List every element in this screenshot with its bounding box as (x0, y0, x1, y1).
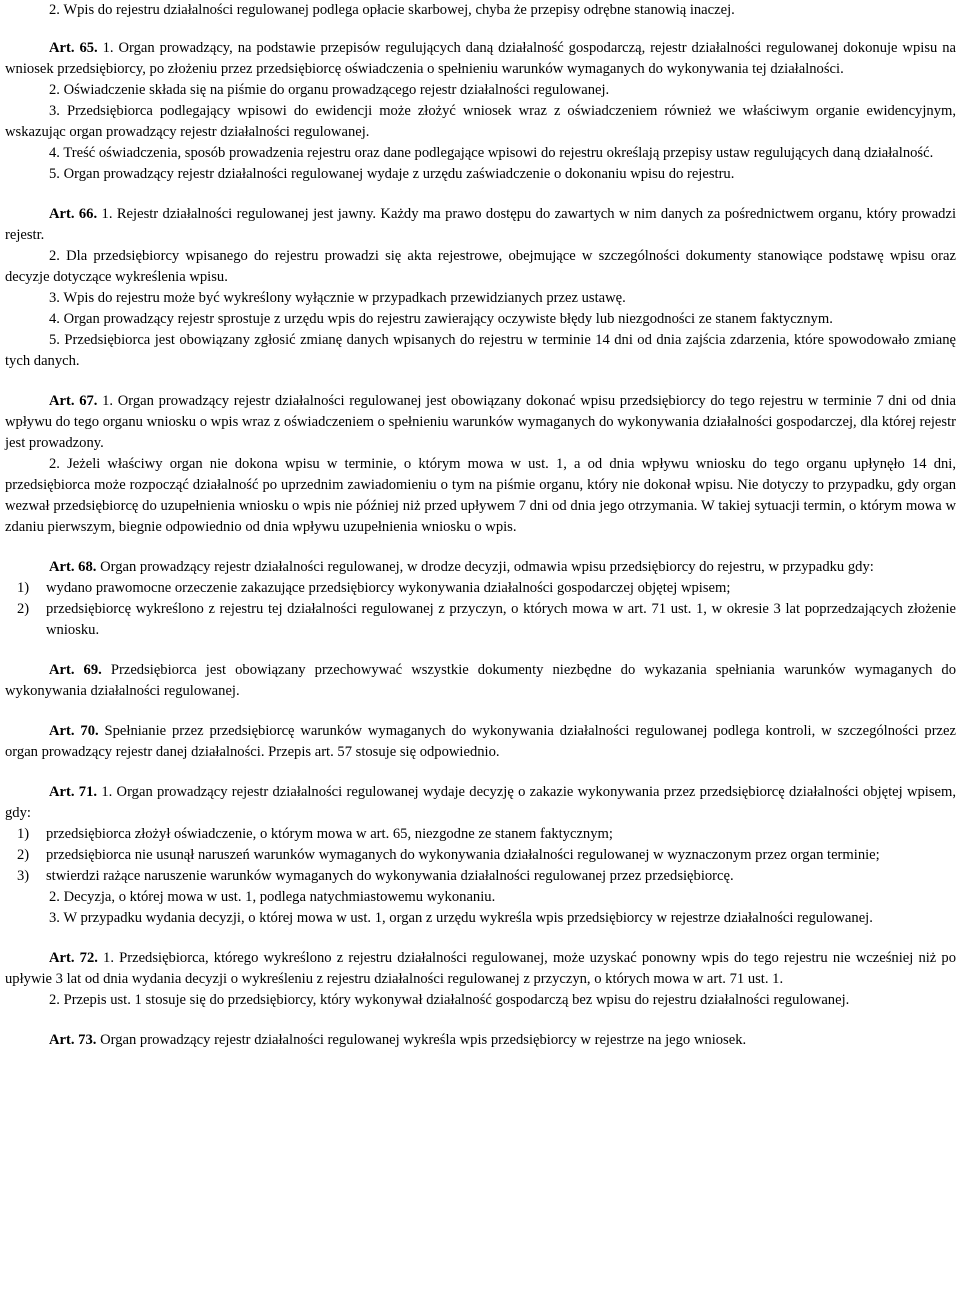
paragraph: 4. Organ prowadzący rejestr sprostuje z urzędu wpis do rejestru zawierający oczywiste błędy lub niezgodności ze stanem faktycznym. (49, 311, 833, 327)
article-label: Art. 68. (49, 559, 97, 575)
paragraph: 2. Decyzja, o której mowa w ust. 1, podlega natychmiastowemu wykonaniu. (49, 889, 496, 905)
paragraph: 2. Dla przedsiębiorcy wpisanego do rejestru prowadzi się akta rejestrowe, obejmujące w szczególności dokumenty stanowiące podstawę wpisu oraz decyzje dotyczące wykreślenia wpisu. (5, 248, 956, 285)
article-label: Art. 65. (49, 40, 98, 56)
article-label: Art. 71. (49, 784, 98, 800)
paragraph: 3. W przypadku wydania decyzji, o której mowa w ust. 1, organ z urzędu wykreśla wpis przedsiębiorcy w rejestrze działalności regulowanej. (49, 910, 873, 926)
paragraph: 2. Jeżeli właściwy organ nie dokona wpisu w terminie, o którym mowa w ust. 1, a od dnia wpływu wniosku do tego organu upłynęło 14 dni, przedsiębiorca może rozpocząć działalność po uprzednim zawiadomieniu o tym na piśmie organu, który nie dokonał wpisu. Nie dotyczy to przypadku, gdy organ wezwał przedsiębiorcę do uzupełnienia wniosku o wpis nie później niż przed upływem 7 dni od dnia jego otrzymania. W takiej sytuacji termin, o którym mowa w zdaniu pierwszym, biegnie odpowiednio od dnia wpływu uzupełnienia wniosku o wpis. (5, 456, 956, 535)
article-65 (5, 38, 956, 185)
article-text: Spełnianie przez przedsiębiorcę warunków wymaganych do wykonywania działalności regulowanej podlega kontroli, w szczególności przez organ prowadzący rejestr danej działalności. Przepis art. 57 stosuje się odpowiednio. (5, 723, 956, 760)
article-68 (5, 557, 956, 641)
list-item: 1) wydano prawomocne orzeczenie zakazujące przedsiębiorcy wykonywania działalności gospodarczej objętej wpisem; (17, 580, 731, 596)
point-list (5, 578, 956, 641)
paragraph: 3. Przedsiębiorca podlegający wpisowi do ewidencji może złożyć wniosek wraz z oświadczeniem również we właściwym organie ewidencyjnym, wskazując organ prowadzący rejestr działalności regulowanej. (5, 103, 956, 140)
paragraph: 5. Organ prowadzący rejestr działalności regulowanej wydaje z urzędu zaświadczenie o dokonaniu wpisu do rejestru. (49, 166, 735, 182)
article-70 (5, 721, 956, 763)
point-list (5, 824, 956, 887)
article-text: Organ prowadzący rejestr działalności regulowanej wykreśla wpis przedsiębiorcy w rejestrze na jego wniosek. (100, 1032, 747, 1048)
paragraph: 3. Wpis do rejestru może być wykreślony wyłącznie w przypadkach przewidzianych przez ustawę. (49, 290, 626, 306)
article-label: Art. 66. (49, 206, 98, 222)
article-67 (5, 391, 956, 538)
article-66 (5, 204, 956, 372)
paragraph: 4. Treść oświadczenia, sposób prowadzenia rejestru oraz dane podlegające wpisowi do rejestru określają przepisy ustaw regulujących daną działalność. (49, 145, 934, 161)
article-text: 1. Organ prowadzący rejestr działalności regulowanej wydaje decyzję o zakazie wykonywania przez przedsiębiorcę działalności objętej wpisem, gdy: (5, 784, 957, 821)
article-label: Art. 67. (49, 393, 98, 409)
article-label: Art. 73. (49, 1032, 97, 1048)
article-text: 1. Organ prowadzący rejestr działalności regulowanej jest obowiązany dokonać wpisu przedsiębiorcy do tego rejestru w terminie 7 dni od dnia wpływu do tego organu wniosku o wpis wraz z oświadczeniem o spełnieniu warunków wymaganych do wykonywania działalności gospodarczej, dla której rejestr jest prowadzony. (5, 393, 956, 451)
paragraph: 5. Przedsiębiorca jest obowiązany zgłosić zmianę danych wpisanych do rejestru w terminie 14 dni od dnia zajścia zdarzenia, które spowodowało zmianę tych danych. (5, 332, 956, 369)
article-label: Art. 72. (49, 950, 98, 966)
article-label: Art. 70. (49, 723, 99, 739)
article-label: Art. 69. (49, 662, 102, 678)
article-text: 1. Organ prowadzący, na podstawie przepisów regulujących daną działalność gospodarczą, rejestr działalności regulowanej dokonuje wpisu na wniosek przedsiębiorcy, po złożeniu przez przedsiębiorcę oświadczenia o spełnieniu warunków wymaganych do wykonywania tej działalności. (5, 40, 956, 77)
list-item: 1) przedsiębiorca złożył oświadczenie, o którym mowa w art. 65, niezgodne ze stanem faktycznym; (17, 826, 613, 842)
list-item: 2) przedsiębiorcę wykreślono z rejestru tej działalności regulowanej z przyczyn, o których mowa w art. 71 ust. 1, w okresie 3 lat poprzedzających złożenie wniosku. (17, 601, 956, 638)
paragraph: 2. Przepis ust. 1 stosuje się do przedsiębiorcy, który wykonywał działalność gospodarczą bez wpisu do rejestru działalności regulowanej. (49, 992, 850, 1008)
article-text: Przedsiębiorca jest obowiązany przechowywać wszystkie dokumenty niezbędne do wykazania spełniania warunków wymaganych do wykonywania działalności regulowanej. (5, 662, 956, 699)
article-72 (5, 948, 956, 1011)
article-71 (5, 782, 956, 929)
paragraph-art64-ust2: 2. Wpis do rejestru działalności regulowanej podlega opłacie skarbowej, chyba że przepisy odrębne stanowią inaczej. (49, 2, 735, 18)
paragraph: 2. Oświadczenie składa się na piśmie do organu prowadzącego rejestr działalności regulowanej. (49, 82, 610, 98)
list-item: 2) przedsiębiorca nie usunął naruszeń warunków wymaganych do wykonywania działalności regulowanej w wyznaczonym przez organ terminie; (17, 847, 880, 863)
article-text: 1. Rejestr działalności regulowanej jest jawny. Każdy ma prawo dostępu do zawartych w nim danych za pośrednictwem organu, który prowadzi rejestr. (5, 206, 956, 243)
article-73 (5, 1030, 956, 1051)
list-item: 3) stwierdzi rażące naruszenie warunków wymaganych do wykonywania działalności regulowanej przez przedsiębiorcę. (17, 868, 734, 884)
article-text: 1. Przedsiębiorca, którego wykreślono z rejestru działalności regulowanej, może uzyskać ponowny wpis do tego rejestru nie wcześniej niż po upływie 3 lat od dnia wydania decyzji o wykreśleniu z rejestru działalności regulowanej z przyczyn, o których mowa w art. 71 ust. 1. (5, 950, 956, 987)
article-69 (5, 660, 956, 702)
article-text: Organ prowadzący rejestr działalności regulowanej, w drodze decyzji, odmawia wpisu przedsiębiorcy do rejestru, w przypadku gdy: (100, 559, 874, 575)
